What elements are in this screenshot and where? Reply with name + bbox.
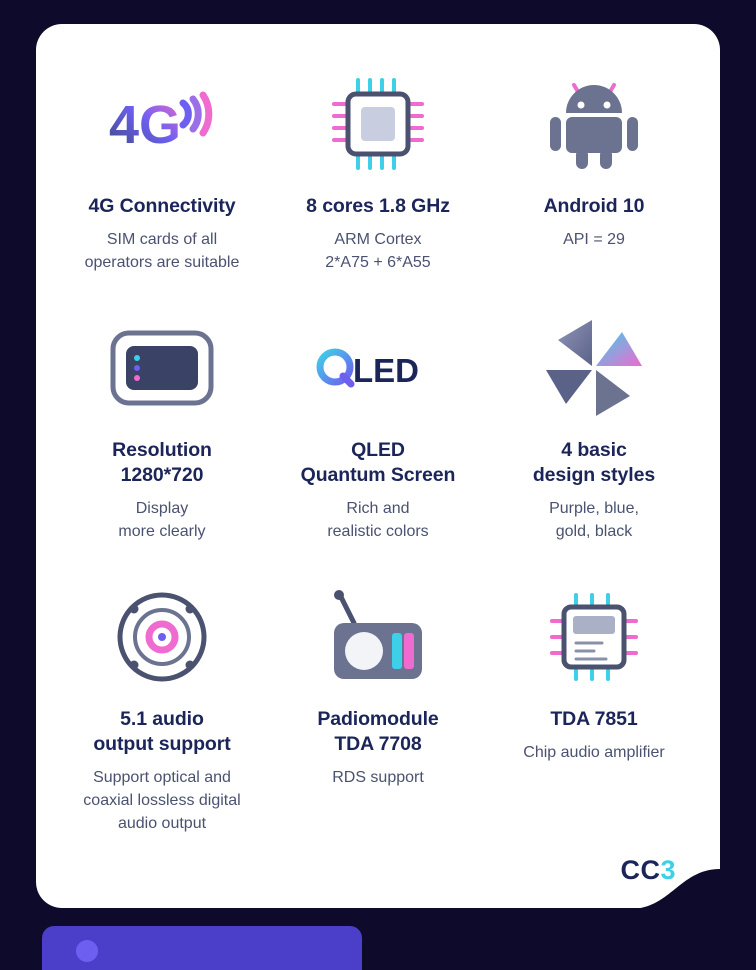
display-screen-icon bbox=[110, 312, 214, 424]
brand-name-part2: 3 bbox=[660, 855, 676, 885]
feature-title: Padiomodule TDA 7708 bbox=[317, 708, 439, 755]
svg-text:4G: 4G bbox=[109, 95, 182, 155]
feature-grid bbox=[54, 68, 702, 835]
pinwheel-styles-icon bbox=[544, 312, 644, 424]
feature-item bbox=[486, 312, 702, 543]
feature-title: 4 basic design styles bbox=[532, 439, 656, 486]
feature-desc: SIM cards of all operators are suitable bbox=[84, 231, 240, 271]
feature-item bbox=[486, 581, 702, 835]
feature-item bbox=[270, 312, 486, 543]
feature-desc: RDS support bbox=[332, 769, 424, 786]
feature-title: Resolution 1280*720 bbox=[112, 439, 212, 486]
feature-desc: Chip audio amplifier bbox=[523, 744, 665, 761]
cpu-chip-icon bbox=[328, 68, 428, 180]
feature-desc: Rich and realistic colors bbox=[327, 500, 429, 540]
feature-title: QLED Quantum Screen bbox=[300, 439, 456, 486]
feature-title: 5.1 audio output support bbox=[93, 708, 231, 755]
feature-desc: API = 29 bbox=[563, 231, 625, 248]
radio-icon bbox=[326, 581, 430, 693]
feature-item bbox=[54, 312, 270, 543]
feature-item bbox=[54, 68, 270, 274]
android-robot-icon bbox=[544, 68, 644, 180]
feature-title: 4G Connectivity bbox=[88, 195, 236, 217]
feature-desc: Support optical and coaxial lossless digital audio output bbox=[83, 769, 241, 832]
brand-name-part1: CC bbox=[620, 855, 661, 885]
feature-title: Android 10 bbox=[543, 195, 645, 217]
feature-card bbox=[36, 24, 720, 908]
feature-item bbox=[486, 68, 702, 274]
amplifier-chip-icon bbox=[546, 581, 642, 693]
feature-desc: Display more clearly bbox=[118, 500, 206, 540]
qled-logo-icon bbox=[313, 312, 443, 424]
feature-item bbox=[270, 581, 486, 835]
speaker-icon bbox=[114, 581, 210, 693]
feature-desc: Purple, blue, gold, black bbox=[549, 500, 639, 540]
feature-title: TDA 7851 bbox=[550, 708, 638, 730]
feature-desc: ARM Cortex 2*A75 + 6*A55 bbox=[325, 231, 431, 271]
bottom-bar-dot-icon bbox=[76, 940, 98, 962]
bottom-bar bbox=[42, 926, 362, 970]
card-corner-notch bbox=[520, 869, 720, 909]
feature-item bbox=[54, 581, 270, 835]
feature-title: 8 cores 1.8 GHz bbox=[306, 195, 450, 217]
feature-item bbox=[270, 68, 486, 274]
4g-signal-icon bbox=[107, 68, 217, 180]
svg-text:LED: LED bbox=[353, 352, 419, 389]
